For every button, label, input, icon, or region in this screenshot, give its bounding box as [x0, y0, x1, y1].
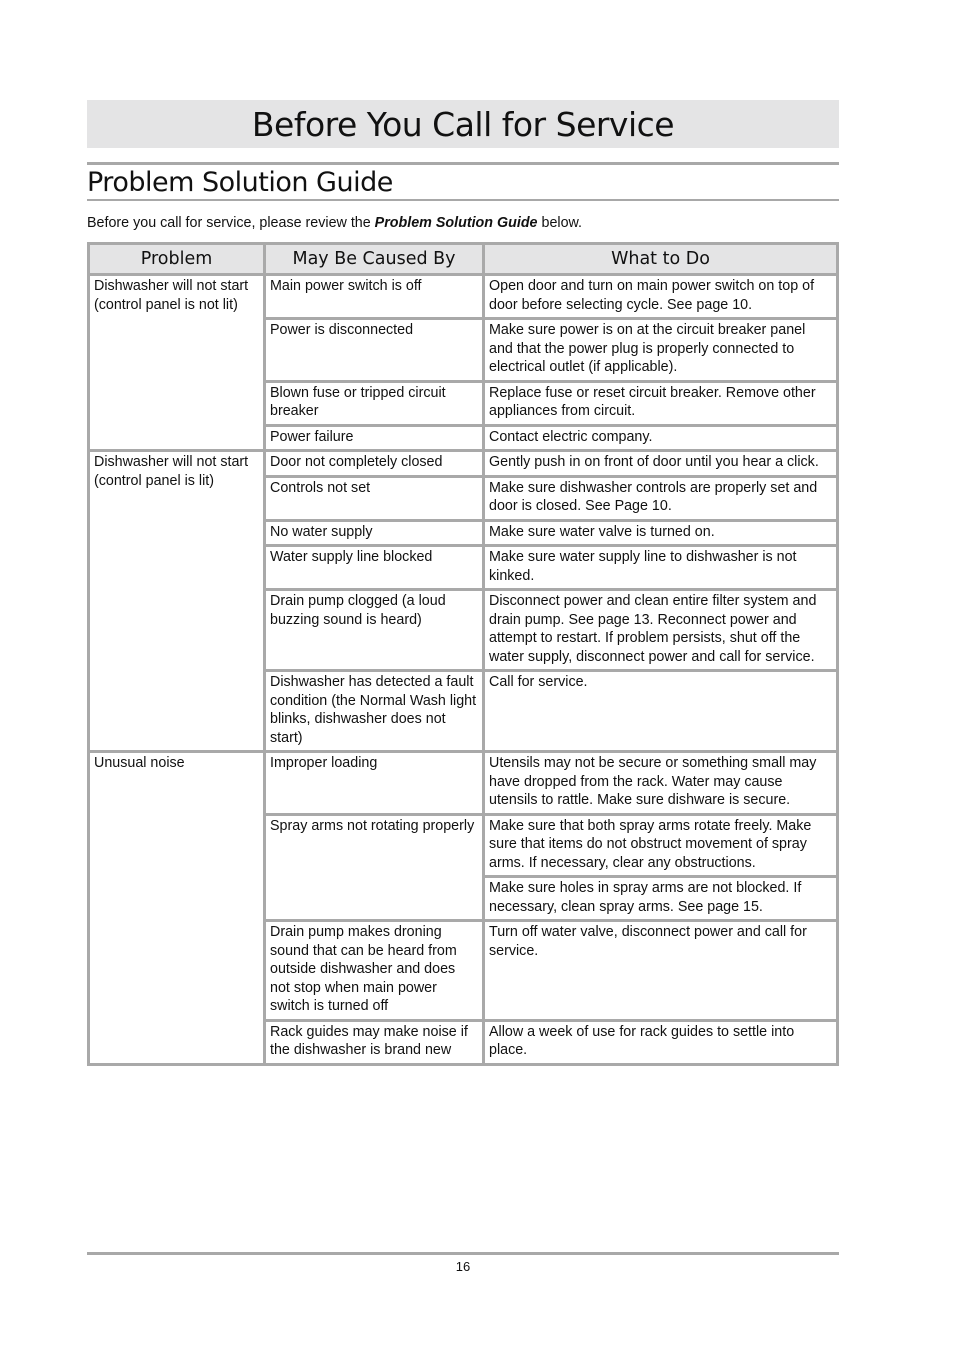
intro-guide-name: Problem Solution Guide — [374, 215, 538, 231]
cause-cell: No water supply — [266, 522, 482, 545]
todo-cell: Call for service. — [485, 672, 836, 750]
cause-cell: Power is disconnected — [266, 320, 482, 380]
todo-cell: Make sure holes in spray arms are not blocked. If necessary, clean spray arms. See page 15. — [485, 878, 836, 919]
cause-cell: Drain pump makes droning sound that can be heard from outside dishwasher and does not stop when main power switch is turned off — [266, 922, 482, 1019]
problem-cell: Dishwasher will not start (control panel is not lit) — [90, 276, 263, 449]
problem-cell: Unusual noise — [90, 753, 263, 1063]
todo-cell: Gently push in on front of door until you hear a click. — [485, 452, 836, 475]
footer-divider — [87, 1252, 839, 1255]
table-row — [90, 276, 836, 317]
header-cause: May Be Caused By — [266, 245, 482, 273]
page-title: Before You Call for Service — [251, 104, 675, 144]
todo-cell: Make sure dishwasher controls are properly set and door is closed. See Page 10. — [485, 478, 836, 519]
cause-cell: Controls not set — [266, 478, 482, 519]
cause-cell: Main power switch is off — [266, 276, 482, 317]
todo-cell: Open door and turn on main power switch on top of door before selecting cycle. See page 10. — [485, 276, 836, 317]
intro-text: Before you call for service, please review the Problem Solution Guide below. — [87, 215, 583, 231]
cause-cell: Blown fuse or tripped circuit breaker — [266, 383, 482, 424]
todo-cell: Make sure that both spray arms rotate freely. Make sure that items do not obstruct movement of spray arms. If necessary, clear any obstructions. — [485, 816, 836, 876]
todo-cell: Disconnect power and clean entire filter system and drain pump. See page 13. Reconnect power and attempt to restart. If problem persists, shut off the water supply, disconnect power and call for service. — [485, 591, 836, 669]
problem-solution-table — [87, 242, 839, 1066]
problem-cell: Dishwasher will not start (control panel is lit) — [90, 452, 263, 750]
todo-cell: Make sure water supply line to dishwasher is not kinked. — [485, 547, 836, 588]
cause-cell: Spray arms not rotating properly — [266, 816, 482, 920]
cause-cell: Water supply line blocked — [266, 547, 482, 588]
todo-cell: Make sure water valve is turned on. — [485, 522, 836, 545]
cause-cell: Dishwasher has detected a fault condition (the Normal Wash light blinks, dishwasher does not start) — [266, 672, 482, 750]
todo-cell: Contact electric company. — [485, 427, 836, 450]
header-todo: What to Do — [485, 245, 836, 273]
section-header — [87, 162, 839, 201]
todo-cell: Allow a week of use for rack guides to settle into place. — [485, 1022, 836, 1063]
table-row — [90, 753, 836, 813]
todo-cell: Make sure power is on at the circuit breaker panel and that the power plug is properly connected to electrical outlet (if applicable). — [485, 320, 836, 380]
section-title: Problem Solution Guide — [87, 167, 393, 198]
page-number: 16 — [455, 1259, 471, 1274]
todo-cell: Turn off water valve, disconnect power and call for service. — [485, 922, 836, 1019]
todo-cell: Utensils may not be secure or something small may have dropped from the rack. Water may cause utensils to rattle. Make sure dishware is secure. — [485, 753, 836, 813]
cause-cell: Rack guides may make noise if the dishwasher is brand new — [266, 1022, 482, 1063]
page-header-banner — [87, 100, 839, 148]
cause-cell: Power failure — [266, 427, 482, 450]
table-row — [90, 452, 836, 475]
cause-cell: Door not completely closed — [266, 452, 482, 475]
header-problem: Problem — [90, 245, 263, 273]
cause-cell: Improper loading — [266, 753, 482, 813]
cause-cell: Drain pump clogged (a loud buzzing sound is heard) — [266, 591, 482, 669]
todo-cell: Replace fuse or reset circuit breaker. Remove other appliances from circuit. — [485, 383, 836, 424]
table-header-row — [90, 245, 836, 273]
